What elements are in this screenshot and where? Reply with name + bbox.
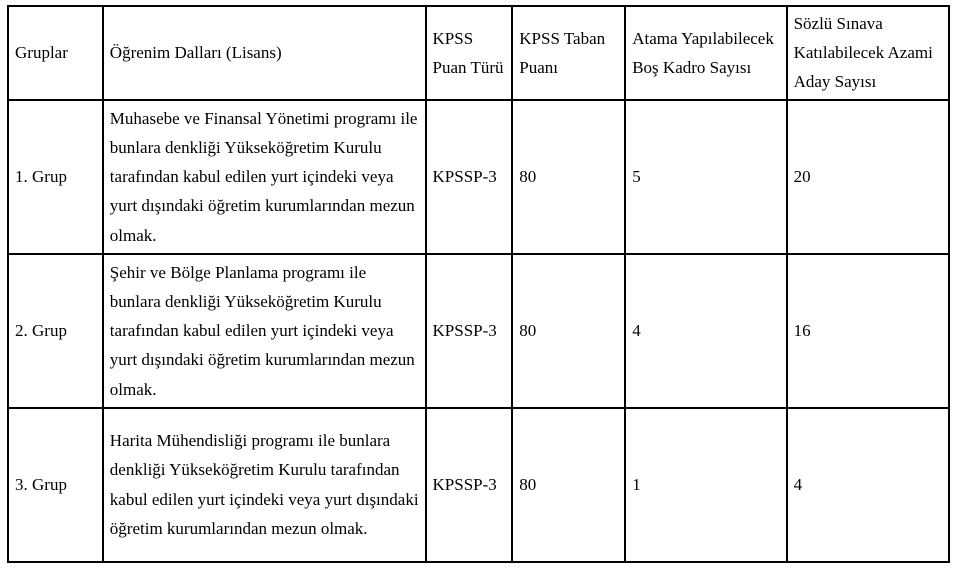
table-row-grup-2: [8, 254, 949, 408]
header-kpss-taban-puani: KPSS Taban Puanı: [512, 6, 625, 100]
cell-kpss-type: KPSSP-3: [426, 408, 513, 562]
cell-max-candidates: 20: [787, 100, 949, 254]
cell-department: Şehir ve Bölge Planlama programı ile bunlara denkliği Yükseköğretim Kurulu tarafından kabul edilen yurt içindeki veya yurt dışındaki öğretim kurumlarından mezun olmak.: [103, 254, 426, 408]
table-header-row: [8, 6, 949, 100]
header-ogrenim-dallari: Öğrenim Dalları (Lisans): [103, 6, 426, 100]
cell-kpss-base: 80: [512, 408, 625, 562]
cell-vacancies: 1: [625, 408, 786, 562]
cell-max-candidates: 16: [787, 254, 949, 408]
cell-vacancies: 5: [625, 100, 786, 254]
cell-group: 2. Grup: [8, 254, 103, 408]
cell-group: 1. Grup: [8, 100, 103, 254]
table-row-grup-3: [8, 408, 949, 562]
cell-group: 3. Grup: [8, 408, 103, 562]
header-gruplar: Gruplar: [8, 6, 103, 100]
cell-department: Harita Mühendisliği programı ile bunlara denkliği Yükseköğretim Kurulu tarafından kabul edilen yurt içindeki veya yurt dışındaki öğretim kurumlarından mezun olmak.: [103, 408, 426, 562]
header-kpss-puan-turu: KPSS Puan Türü: [426, 6, 513, 100]
cell-kpss-type: KPSSP-3: [426, 254, 513, 408]
cell-kpss-type: KPSSP-3: [426, 100, 513, 254]
cell-kpss-base: 80: [512, 100, 625, 254]
cell-vacancies: 4: [625, 254, 786, 408]
cell-max-candidates: 4: [787, 408, 949, 562]
header-azami-aday-sayisi: Sözlü Sınava Katılabilecek Azami Aday Sayısı: [787, 6, 949, 100]
kpss-groups-table: [7, 5, 950, 563]
table-row-grup-1: [8, 100, 949, 254]
cell-department: Muhasebe ve Finansal Yönetimi programı ile bunlara denkliği Yükseköğretim Kurulu tarafından kabul edilen yurt içindeki veya yurt dışındaki öğretim kurumlarından mezun olmak.: [103, 100, 426, 254]
cell-kpss-base: 80: [512, 254, 625, 408]
header-bos-kadro-sayisi: Atama Yapılabilecek Boş Kadro Sayısı: [625, 6, 786, 100]
